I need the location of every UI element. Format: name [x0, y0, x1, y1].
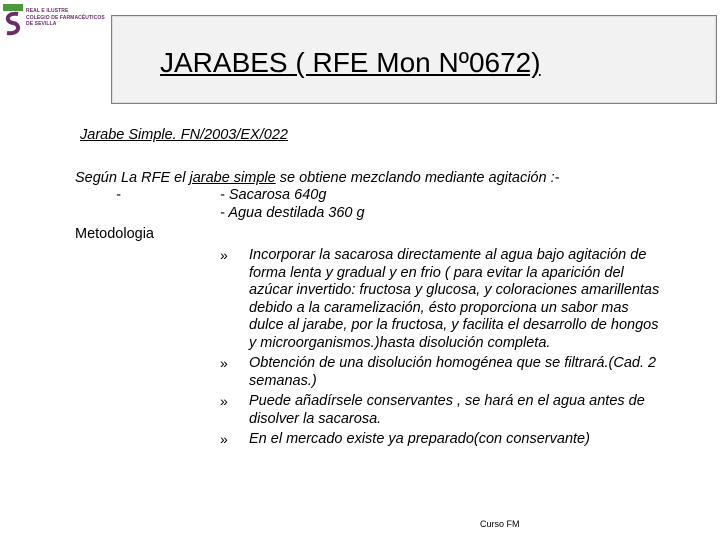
intro-text [75, 170, 559, 187]
list-item-text: Puede añadírsele conservantes , se hará en el agua antes de disolver la sacarosa. [249, 393, 645, 427]
list-item [220, 393, 660, 428]
title-box [111, 15, 717, 104]
list-item [220, 355, 660, 390]
footer-text: Curso FM [480, 519, 520, 529]
list-item-text: Incorporar la sacarosa directamente al agua bajo agitación de forma lenta y gradual y en frio ( para evitar la aparición del azúcar invertido: fructosa y glucosa, y coloraciones amarillentas debido a la caramelización, ésto proporciona un sabor mas dulce al jarabe, por la fructosa, y facilita el desarrollo de hongos y microorganismos.)hasta disolución completa. [249, 247, 660, 351]
bullet-mark: » [220, 431, 228, 447]
list-item [220, 247, 660, 352]
list-item-text: En el mercado existe ya preparado(con conservante) [249, 431, 590, 447]
list-item-text: Obtención de una disolución homogénea que se filtrará.(Cad. 2 semanas.) [249, 355, 657, 389]
college-logo-text [26, 8, 105, 28]
intro-after: se obtiene mezclando mediante agitación :- [275, 170, 560, 186]
logo-line-1: REAL E ILUSTRE [26, 8, 69, 14]
logo-line-2: COLEGIO DE FARMACÉUTICOS [26, 14, 105, 21]
intro-underlined: jarabe simple [189, 170, 276, 186]
method-label: Metodologia [75, 226, 154, 242]
intro-before: Según La RFE el [75, 170, 190, 186]
slide-title: JARABES ( RFE Mon Nº0672) [160, 47, 541, 78]
bullet-mark: » [220, 393, 228, 409]
ingredient-1: - Sacarosa 640g [220, 187, 327, 203]
list-item [220, 431, 660, 449]
dash-marker: - [116, 187, 121, 203]
bullet-mark: » [220, 247, 228, 263]
college-logo-icon [2, 4, 24, 40]
bullet-mark: » [220, 355, 228, 371]
ingredient-2: - Agua destilada 360 g [220, 205, 365, 221]
method-list [220, 247, 660, 452]
subtitle: Jarabe Simple. FN/2003/EX/022 [80, 127, 288, 143]
college-logo [0, 2, 110, 40]
logo-line-3: DE SEVILLA [26, 21, 57, 27]
